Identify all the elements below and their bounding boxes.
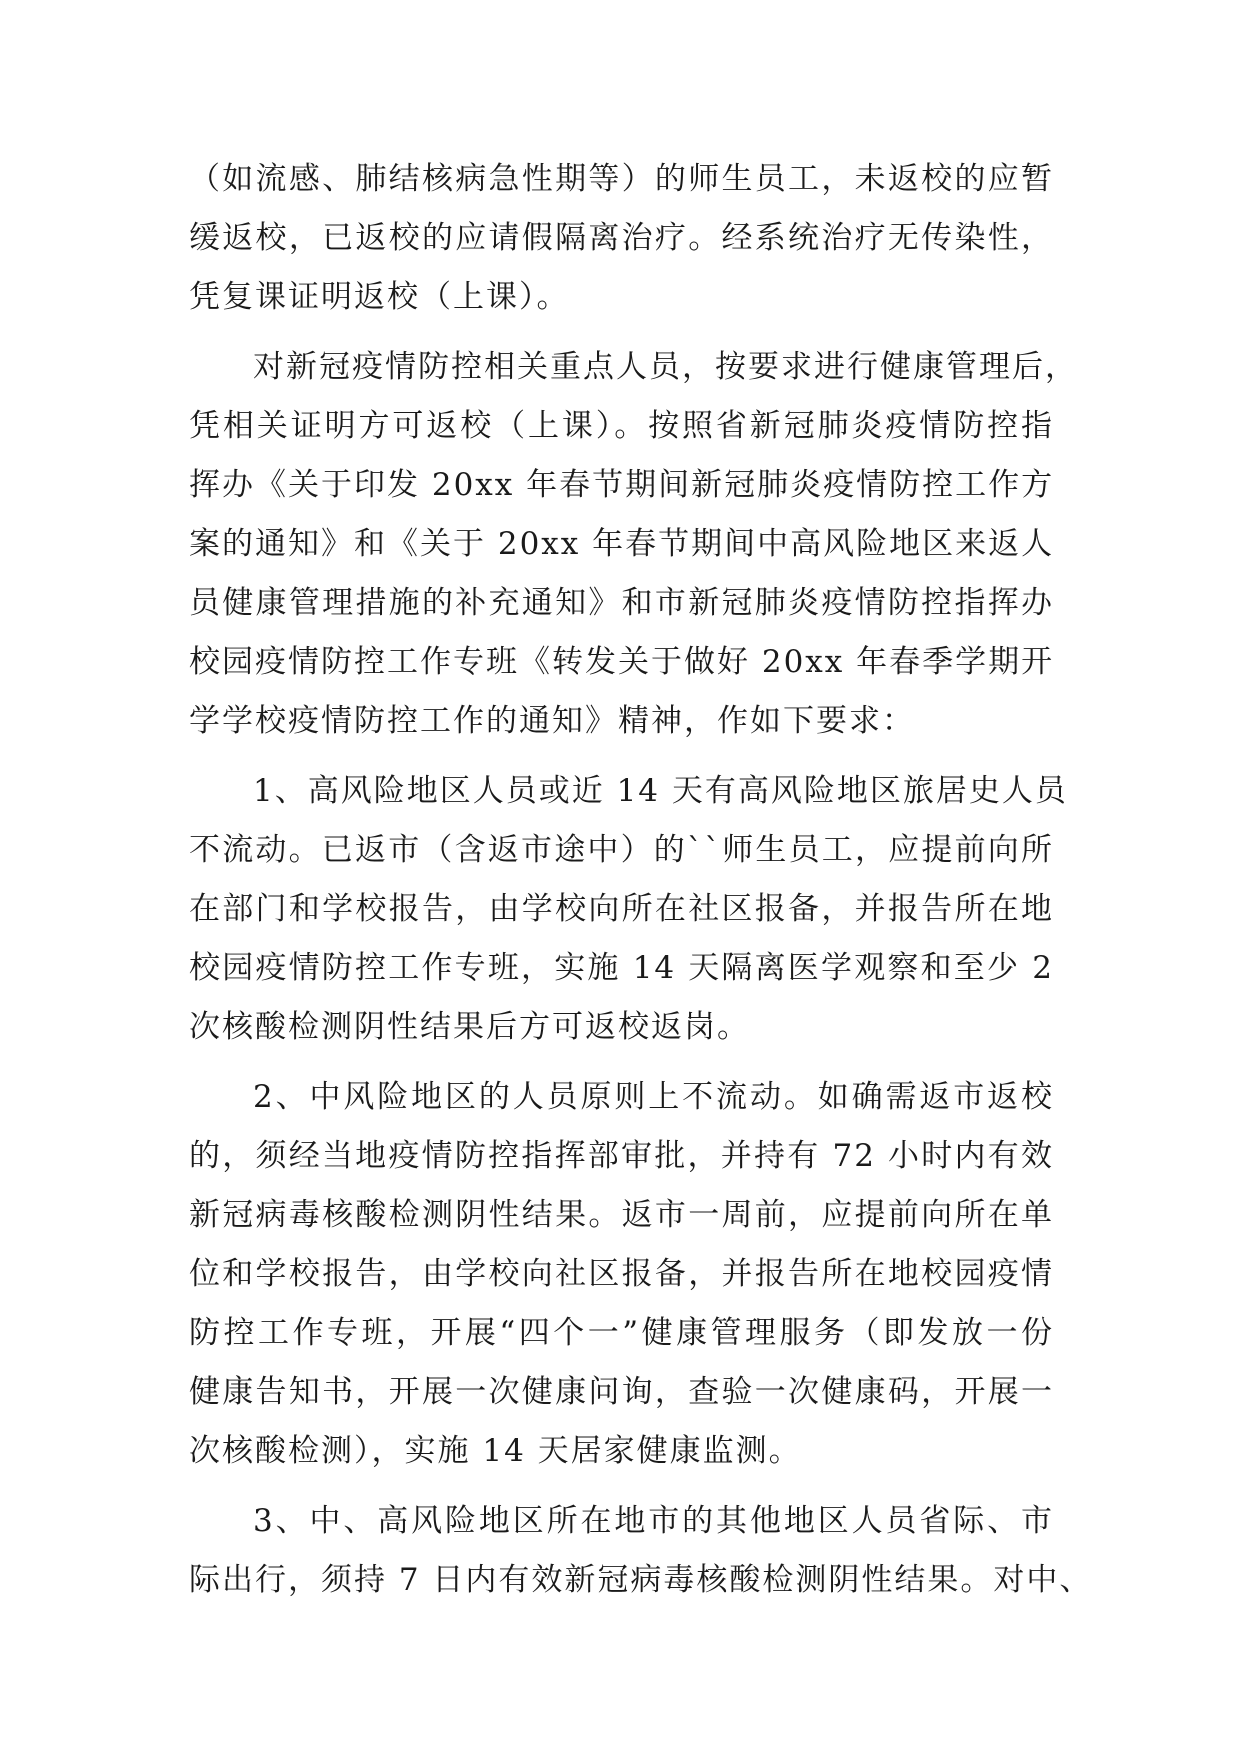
text-line: 际出行，须持 7 日内有效新冠病毒核酸检测阴性结果。对中、 <box>189 1562 1093 1598</box>
text-line: （如流感、肺结核病急性期等）的师生员工，未返校的应暂 <box>189 161 1054 197</box>
text-line: 新冠病毒核酸检测阴性结果。返市一周前，应提前向所在单 <box>189 1197 1054 1233</box>
paragraph-4 <box>189 1068 1054 1481</box>
document-body <box>189 150 1093 1610</box>
text-line: 不流动。已返市（含返市途中）的``师生员工，应提前向所 <box>189 832 1054 868</box>
text-line: 员健康管理措施的补充通知》和市新冠肺炎疫情防控指挥办 <box>189 585 1054 621</box>
text-line: 健康告知书，开展一次健康问询，查验一次健康码，开展一 <box>189 1374 1054 1410</box>
text-line: 次核酸检测阴性结果后方可返校返岗。 <box>189 1009 750 1045</box>
text-line: 的，须经当地疫情防控指挥部审批，并持有 72 小时内有效 <box>189 1138 1054 1174</box>
text-line: 凭复课证明返校（上课）。 <box>189 279 570 315</box>
text-line: 防控工作专班，开展“四个一”健康管理服务（即发放一份 <box>189 1315 1054 1351</box>
paragraph-1 <box>189 150 1054 327</box>
paragraph-5 <box>189 1492 1093 1610</box>
paragraph-2 <box>189 338 1078 751</box>
text-line: 3、中、高风险地区所在地市的其他地区人员省际、市 <box>253 1503 1054 1539</box>
text-line: 校园疫情防控工作专班《转发关于做好 20xx 年春季学期开 <box>189 644 1055 680</box>
text-line: 凭相关证明方可返校（上课）。按照省新冠肺炎疫情防控指 <box>189 408 1054 444</box>
text-line: 2、中风险地区的人员原则上不流动。如确需返市返校 <box>253 1079 1054 1115</box>
text-line: 在部门和学校报告，由学校向所在社区报备，并报告所在地 <box>189 891 1054 927</box>
text-line: 案的通知》和《关于 20xx 年春节期间中高风险地区来返人 <box>189 526 1055 562</box>
text-line: 学学校疫情防控工作的通知》精神，作如下要求： <box>189 703 915 739</box>
text-line: 次核酸检测），实施 14 天居家健康监测。 <box>189 1433 802 1469</box>
text-line: 校园疫情防控工作专班，实施 14 天隔离医学观察和至少 2 <box>189 950 1054 986</box>
text-line: 挥办《关于印发 20xx 年春节期间新冠肺炎疫情防控工作方 <box>189 467 1055 503</box>
text-line: 1、高风险地区人员或近 14 天有高风险地区旅居史人员 <box>253 773 1068 809</box>
text-line: 对新冠疫情防控相关重点人员，按要求进行健康管理后， <box>253 349 1078 385</box>
paragraph-3 <box>189 762 1068 1057</box>
text-line: 缓返校，已返校的应请假隔离治疗。经系统治疗无传染性， <box>189 220 1054 256</box>
text-line: 位和学校报告，由学校向社区报备，并报告所在地校园疫情 <box>189 1256 1054 1292</box>
